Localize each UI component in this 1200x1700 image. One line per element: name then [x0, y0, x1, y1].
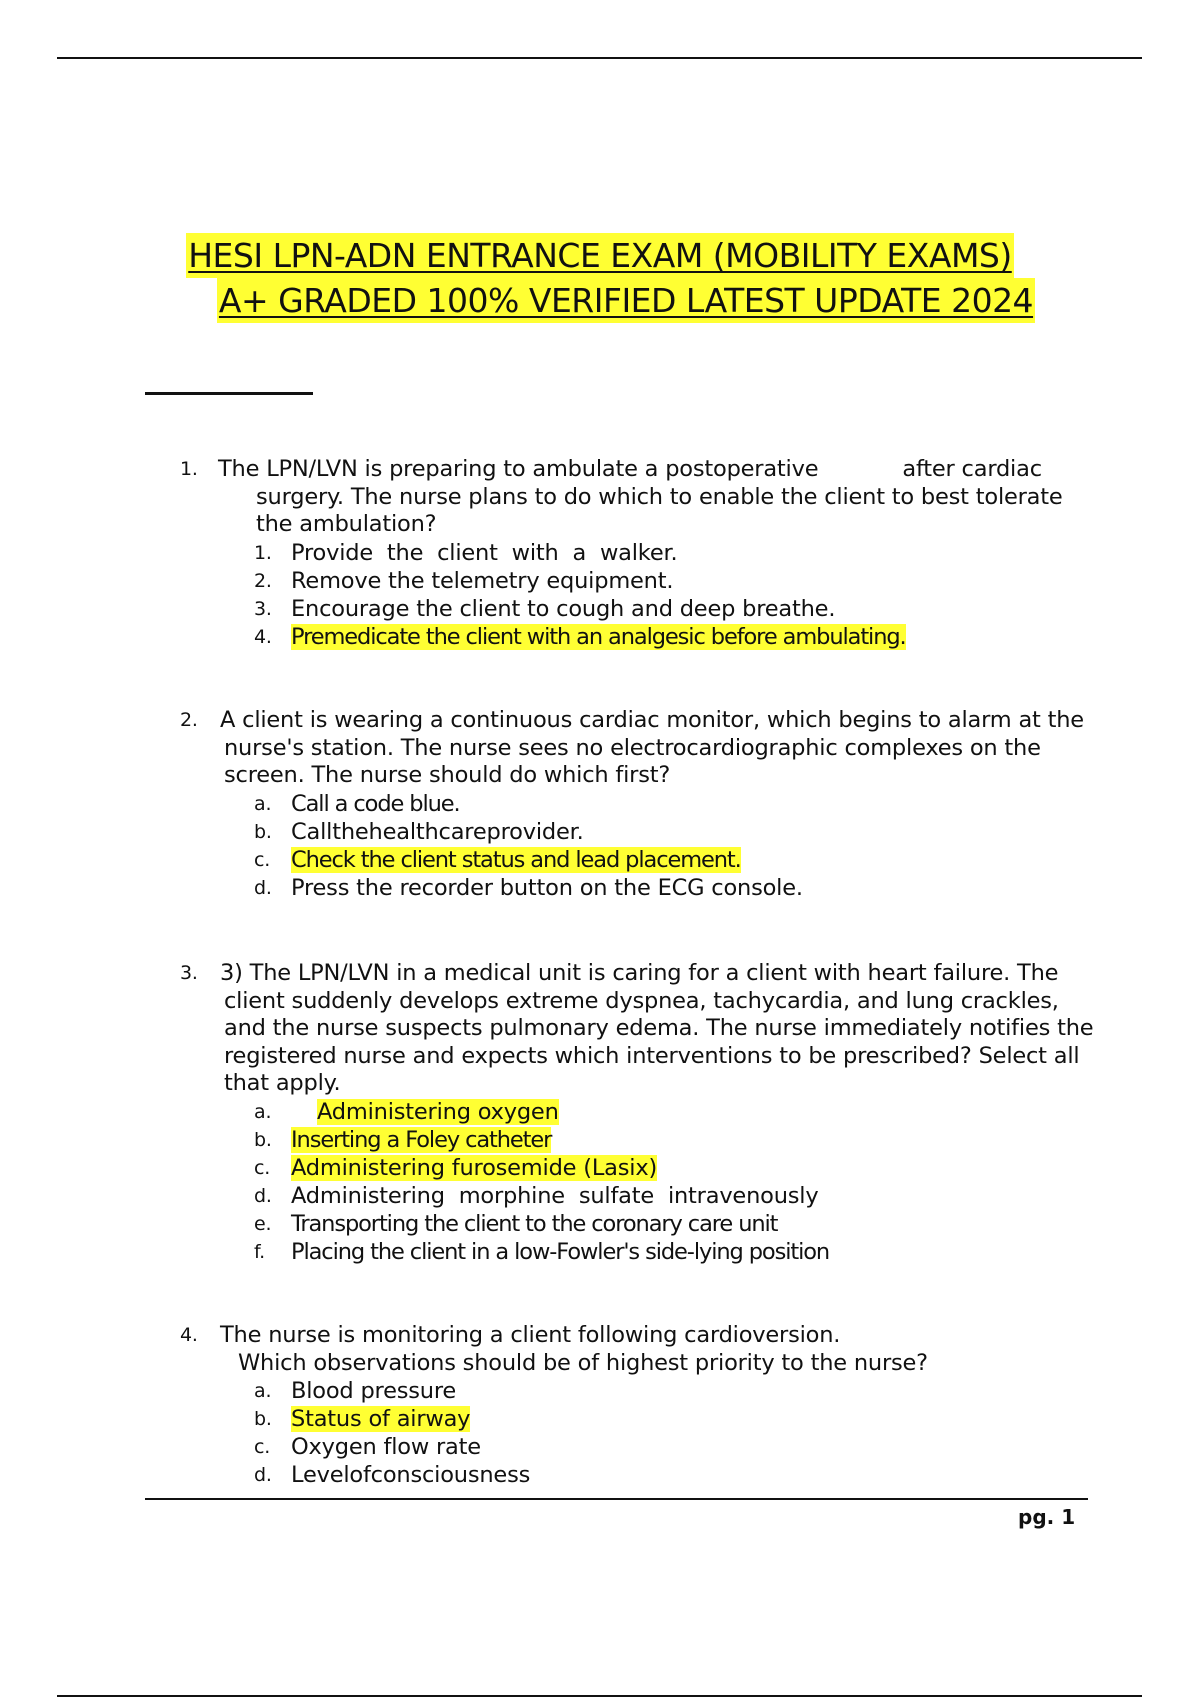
- option-marker: e.: [254, 1212, 272, 1235]
- question-text: [218, 456, 1100, 539]
- option-text-highlighted: Inserting a Foley catheter: [291, 1126, 552, 1153]
- option-text-highlighted: Administering oxygen: [317, 1098, 559, 1125]
- answer-option-correct: [180, 624, 1100, 652]
- option-text: Administering morphine sulfate intravenously: [291, 1182, 819, 1209]
- option-marker: 2.: [254, 569, 272, 592]
- option-marker: 3.: [254, 597, 272, 620]
- answer-option: [180, 1239, 1100, 1267]
- option-text: Encourage the client to cough and deep breathe.: [291, 595, 836, 622]
- option-marker: c.: [254, 848, 271, 871]
- answer-option-correct: [180, 1099, 1100, 1127]
- answer-option: [180, 1462, 1100, 1490]
- option-text-highlighted: Status of airway: [291, 1406, 471, 1432]
- question-text: 3) The LPN/LVN in a medical unit is caring for a client with heart failure. The client suddenly develops extreme dyspnea, tachycardia, and lung crackles, and the nurse suspects pulmonary edema. The nurse immediately notifies the registered nurse and expects which interventions to be prescribed? Select all that apply.: [220, 960, 1094, 1096]
- option-marker: d.: [254, 1184, 272, 1207]
- question-text-part-2: after cardiac surgery. The nurse plans to do which to enable the client to best tolerate the ambulation?: [256, 456, 1063, 537]
- option-marker: b.: [254, 820, 272, 843]
- answer-option: [180, 540, 1100, 568]
- option-marker: b.: [254, 1408, 272, 1430]
- question-text: A client is wearing a continuous cardiac monitor, which begins to alarm at the nurse's station. The nurse sees no electrocardiographic complexes on the screen. The nurse should do which first?: [220, 707, 1084, 788]
- document-title: [0, 233, 1200, 323]
- question-stem: [180, 456, 1100, 539]
- option-marker: 1.: [254, 541, 272, 564]
- option-text-highlighted: Premedicate the client with an analgesic before ambulating.: [291, 623, 906, 650]
- option-text: Call a code blue.: [291, 790, 460, 817]
- option-marker: d.: [254, 876, 272, 899]
- answer-option: [180, 875, 1100, 903]
- option-marker: c.: [254, 1156, 271, 1179]
- option-text: Transporting the client to the coronary care unit: [291, 1210, 778, 1237]
- answer-option-correct: [180, 1406, 1100, 1434]
- option-marker: f.: [254, 1240, 265, 1263]
- answer-option: [180, 568, 1100, 596]
- question-text: [220, 1322, 1100, 1377]
- question-text-part-1: The nurse is monitoring a client following cardioversion.: [220, 1322, 841, 1348]
- answer-option: [180, 1378, 1100, 1406]
- option-marker: c.: [254, 1436, 271, 1458]
- page-number: pg. 1: [1018, 1505, 1076, 1529]
- title-line-1: HESI LPN-ADN ENTRANCE EXAM (MOBILITY EXAMS): [186, 233, 1014, 278]
- footer-rule: [145, 1498, 1088, 1500]
- option-text: Callthehealthcareprovider.: [291, 818, 584, 845]
- question-stem: [180, 1322, 1100, 1377]
- question-stem: [180, 707, 1100, 790]
- answer-option: [180, 1211, 1100, 1239]
- answer-options: [180, 1099, 1100, 1267]
- answer-option-correct: [180, 1127, 1100, 1155]
- option-text-highlighted: Check the client status and lead placement.: [291, 846, 741, 873]
- option-marker: a.: [254, 1100, 272, 1123]
- option-marker: 4.: [254, 625, 272, 648]
- option-text: Provide the client with a walker.: [291, 539, 678, 566]
- option-text: Levelofconsciousness: [291, 1462, 531, 1488]
- answer-option: [180, 596, 1100, 624]
- question-text-part-2: Which observations should be of highest priority to the nurse?: [238, 1349, 928, 1376]
- answer-option-correct: [180, 847, 1100, 875]
- answer-option-correct: [180, 1155, 1100, 1183]
- option-text: Oxygen flow rate: [291, 1434, 481, 1460]
- answer-option: [180, 819, 1100, 847]
- answer-options: [180, 1378, 1100, 1490]
- question-4: [180, 1322, 1100, 1490]
- option-marker: a.: [254, 1380, 272, 1402]
- question-number: 1.: [180, 458, 198, 480]
- title-line-2: A+ GRADED 100% VERIFIED LATEST UPDATE 2024: [217, 278, 1035, 323]
- option-marker: a.: [254, 792, 272, 815]
- option-text: Press the recorder button on the ECG console.: [291, 874, 803, 901]
- option-text: Placing the client in a low-Fowler's side-lying position: [291, 1238, 830, 1265]
- option-text: Remove the telemetry equipment.: [291, 567, 674, 594]
- answer-options: [180, 540, 1100, 652]
- option-text-highlighted: Administering furosemide (Lasix): [291, 1154, 658, 1181]
- answer-option: [180, 1434, 1100, 1462]
- answer-option: [180, 791, 1100, 819]
- question-1: [180, 456, 1100, 652]
- question-number: 4.: [180, 1324, 198, 1346]
- question-2: [180, 707, 1100, 903]
- bottom-rule: [57, 1695, 1142, 1697]
- question-number: 2.: [180, 709, 198, 731]
- answer-option: [180, 1183, 1100, 1211]
- question-text-part-1: The LPN/LVN is preparing to ambulate a postoperative: [218, 456, 819, 482]
- section-divider: [145, 392, 313, 395]
- question-3: [180, 960, 1100, 1267]
- option-marker: d.: [254, 1464, 272, 1486]
- answer-options: [180, 791, 1100, 903]
- option-text: Blood pressure: [291, 1378, 457, 1404]
- option-marker: b.: [254, 1128, 272, 1151]
- question-number: 3.: [180, 962, 198, 984]
- top-rule: [57, 57, 1142, 59]
- question-stem: [180, 960, 1100, 1098]
